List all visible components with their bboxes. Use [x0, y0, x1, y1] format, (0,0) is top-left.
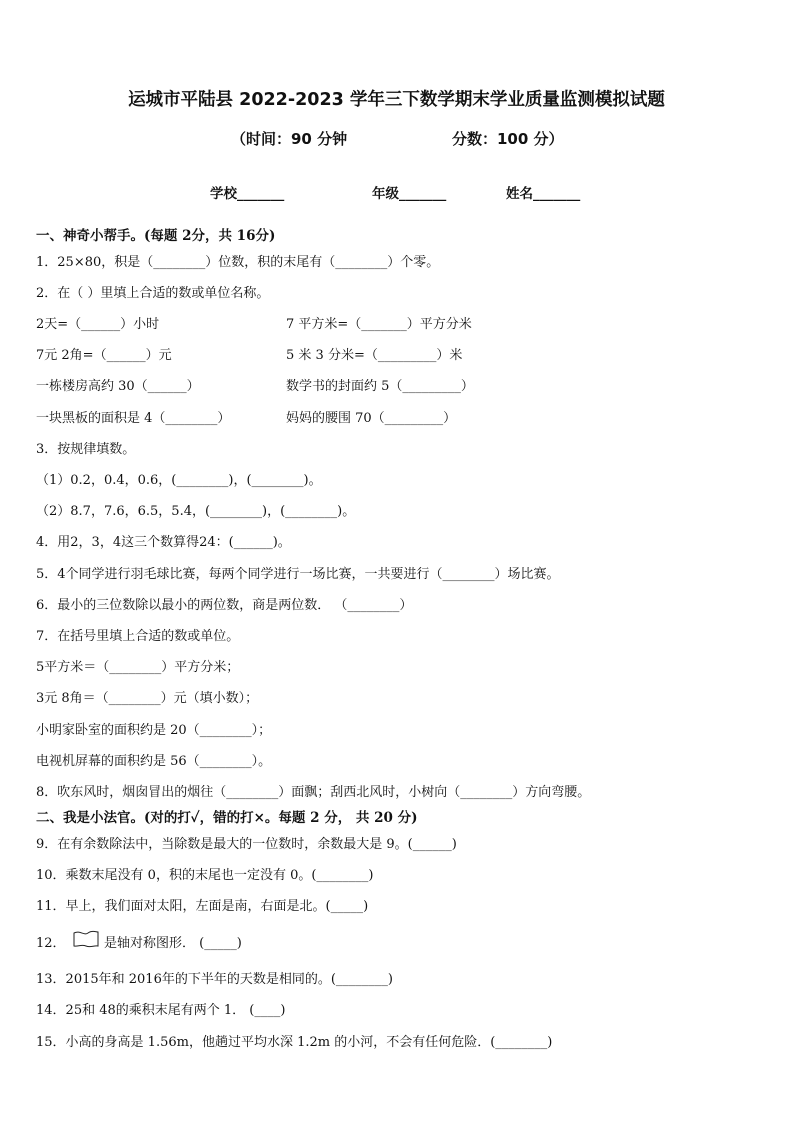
question-12: 是轴对称图形． (_____) — [104, 936, 242, 951]
question-7: 7．在括号里填上合适的数或单位。 — [36, 629, 240, 644]
question-2-item: 妈妈的腰围 70（_________） — [286, 411, 457, 426]
question-7-item: 5平方米＝（________）平方分米； — [36, 660, 240, 675]
question-7-item: 小明家卧室的面积约是 20（________）； — [36, 723, 272, 738]
question-15: 15．小高的身高是 1.56m，他趟过平均水深 1.2m 的小河，不会有任何危险．(________) — [36, 1035, 553, 1050]
question-3-item: （1）0.2，0.4，0.6，(________)，(________)。 — [36, 473, 322, 488]
question-6: 6．最小的三位数除以最小的两位数，商是两位数． （________） — [36, 598, 413, 613]
question-13: 13．2015年和 2016年的下半年的天数是相同的。(________) — [36, 972, 393, 987]
question-2-item: 5 米 3 分米=（_________）米 — [286, 348, 463, 363]
question-2-item: 2天=（______）小时 — [36, 317, 160, 332]
question-7-item: 电视机屏幕的面积约是 56（________）。 — [36, 754, 272, 769]
page-title: 运城市平陆县 2022-2023 学年三下数学期末学业质量监测模拟试题 — [128, 90, 665, 110]
question-4: 4．用2，3，4这三个数算得24：(______)。 — [36, 535, 291, 550]
question-9: 9．在有余数除法中，当除数是最大的一位数时，余数最大是 9。(______) — [36, 837, 457, 852]
grade-field: 年级_______ — [372, 186, 447, 202]
question-8: 8．吹东风时，烟囱冒出的烟往（________）面飘；刮西北风时，小树向（________）方向弯腰。 — [36, 785, 591, 800]
question-2-item: 一栋楼房高约 30（______） — [36, 379, 200, 394]
question-3-item: （2）8.7，7.6，6.5，5.4，(________)，(________)。 — [36, 504, 356, 519]
question-14: 14．25和 48的乘积末尾有两个 1． (____) — [36, 1003, 286, 1018]
question-2-item: 7 平方米=（_______）平方分米 — [286, 317, 472, 332]
question-7-item: 3元 8角＝（________）元（填小数）； — [36, 691, 259, 706]
school-field: 学校_______ — [210, 186, 285, 202]
name-field: 姓名_______ — [506, 186, 581, 202]
question-5: 5．4个同学进行羽毛球比赛，每两个同学进行一场比赛，一共要进行（________）场比赛。 — [36, 567, 560, 582]
question-2-item: 一块黑板的面积是 4（________） — [36, 411, 231, 426]
question-2: 2．在（ ）里填上合适的数或单位名称。 — [36, 286, 270, 301]
wavy-shape-figure — [72, 929, 100, 949]
section1-header: 一、神奇小帮手。(每题 2分，共 16分) — [36, 228, 276, 244]
exam-time: （时间：90 分钟 — [231, 130, 348, 148]
question-1: 1．25×80，积是（________）位数，积的末尾有（________）个零。 — [36, 255, 440, 270]
question-2-item: 7元 2角=（______）元 — [36, 348, 172, 363]
question-10: 10．乘数末尾没有 0，积的末尾也一定没有 0。(________) — [36, 868, 374, 883]
question-3: 3．按规律填数。 — [36, 442, 136, 457]
question-11: 11．早上，我们面对太阳，左面是南，右面是北。(_____) — [36, 899, 369, 914]
question-2-item: 数学书的封面约 5（_________） — [286, 379, 474, 394]
section2-header: 二、我是小法官。(对的打✓，错的打×。每题 2 分， 共 20 分) — [36, 810, 418, 826]
question-12-number: 12． — [36, 936, 66, 951]
exam-score: 分数：100 分） — [452, 130, 564, 148]
